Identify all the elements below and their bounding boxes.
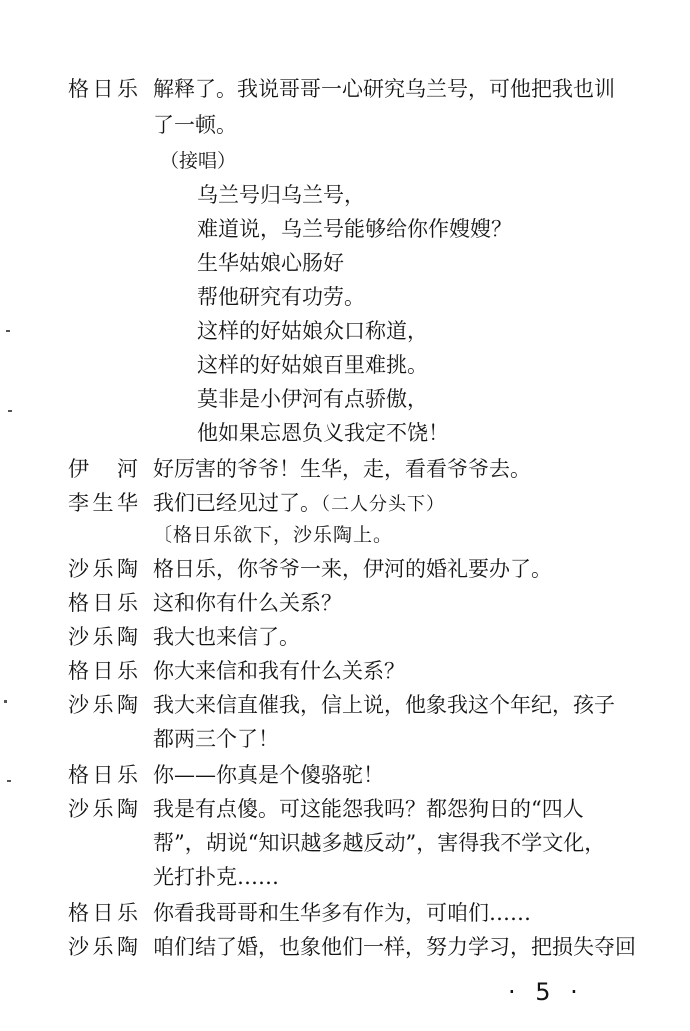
dialogue-line xyxy=(0,688,690,722)
dialogue-line xyxy=(0,930,690,964)
lyric-text: 乌兰号归乌兰号， xyxy=(197,183,365,207)
speech-text: 我是有点傻。可这能怨我吗？都怨狗日的“四人 xyxy=(153,797,584,821)
dialogue-line xyxy=(0,620,690,654)
speech-text: 你大来信和我有什么关系？ xyxy=(153,659,405,683)
speech-text: 解释了。我说哥哥一心研究乌兰号，可他把我也训 xyxy=(153,77,615,101)
lyric-text: 这样的好姑娘百里难挑。 xyxy=(197,353,428,377)
speech-text xyxy=(153,486,445,522)
lyric-line xyxy=(0,212,690,246)
dialogue-continuation xyxy=(0,860,690,894)
dialogue-line xyxy=(0,654,690,688)
lyric-text: 他如果忘恩负义我定不饶！ xyxy=(197,421,449,445)
speaker-name: 格日乐 xyxy=(68,591,138,615)
speech-text: 你看我哥哥和生华多有作为，可咱们…… xyxy=(153,901,531,925)
stage-direction-inline: （二人分头下） xyxy=(321,494,445,515)
stage-direction-line xyxy=(0,518,690,552)
speaker-name: 沙乐陶 xyxy=(68,557,138,581)
speech-content: 我们已经见过了。 xyxy=(153,491,321,515)
scan-speck xyxy=(8,410,12,412)
speaker-name: 沙乐陶 xyxy=(68,935,138,959)
dialogue-line xyxy=(0,758,690,792)
lyric-line xyxy=(0,416,690,450)
lyric-text: 莫非是小伊河有点骄傲， xyxy=(197,387,428,411)
song-tag-line xyxy=(0,144,690,178)
speech-text: 了一顿。 xyxy=(153,113,237,137)
lyric-line xyxy=(0,382,690,416)
page-number: · 5 · xyxy=(508,978,584,1006)
speaker-name: 格日乐 xyxy=(68,763,138,787)
dialogue-continuation xyxy=(0,826,690,860)
dialogue-line xyxy=(0,552,690,586)
dialogue-line xyxy=(0,452,690,486)
scan-speck xyxy=(7,780,11,782)
lyric-text: 生华姑娘心肠好 xyxy=(197,251,344,275)
speaker-name: 格日乐 xyxy=(68,659,138,683)
speaker-name: 沙乐陶 xyxy=(68,797,138,821)
stage-direction: 〔格日乐欲下，沙乐陶上。 xyxy=(153,524,394,546)
lyric-text: 帮他研究有功劳。 xyxy=(197,285,365,309)
speaker-name: 伊 河 xyxy=(68,457,138,481)
lyric-line xyxy=(0,178,690,212)
scan-speck xyxy=(6,330,10,332)
speaker-name: 沙乐陶 xyxy=(68,693,138,717)
speech-text: 我大来信直催我，信上说，他象我这个年纪，孩子 xyxy=(153,693,615,717)
lyric-text: 难道说，乌兰号能够给你作嫂嫂？ xyxy=(197,217,512,241)
lyric-line xyxy=(0,280,690,314)
dialogue-line xyxy=(0,486,690,520)
dialogue-line xyxy=(0,72,690,106)
lyric-line xyxy=(0,348,690,382)
speech-text: 好厉害的爷爷！生华，走，看看爷爷去。 xyxy=(153,457,531,481)
speaker-name: 格日乐 xyxy=(68,77,138,101)
song-tag: （接唱） xyxy=(160,150,237,172)
speech-text: 咱们结了婚，也象他们一样，努力学习，把损失夺回 xyxy=(153,935,636,959)
speaker-name: 格日乐 xyxy=(68,901,138,925)
dialogue-continuation xyxy=(0,108,690,142)
lyric-text: 这样的好姑娘众口称道， xyxy=(197,319,428,343)
dialogue-line xyxy=(0,792,690,826)
scan-speck xyxy=(4,700,7,703)
speech-text: 我大也来信了。 xyxy=(153,625,300,649)
lyric-line xyxy=(0,314,690,348)
lyric-line xyxy=(0,246,690,280)
speech-text: 都两三个了！ xyxy=(153,727,279,751)
dialogue-line xyxy=(0,896,690,930)
speech-text: 格日乐，你爷爷一来，伊河的婚礼要办了。 xyxy=(153,557,552,581)
speaker-name: 李生华 xyxy=(68,491,138,515)
speech-text: 光打扑克…… xyxy=(153,865,279,889)
speaker-name: 沙乐陶 xyxy=(68,625,138,649)
speech-text: 你——你真是个傻骆驼！ xyxy=(153,763,384,787)
dialogue-continuation xyxy=(0,722,690,756)
speech-text: 帮”，胡说“知识越多越反动”，害得我不学文化， xyxy=(153,831,606,855)
speech-text: 这和你有什么关系？ xyxy=(153,591,342,615)
dialogue-line xyxy=(0,586,690,620)
